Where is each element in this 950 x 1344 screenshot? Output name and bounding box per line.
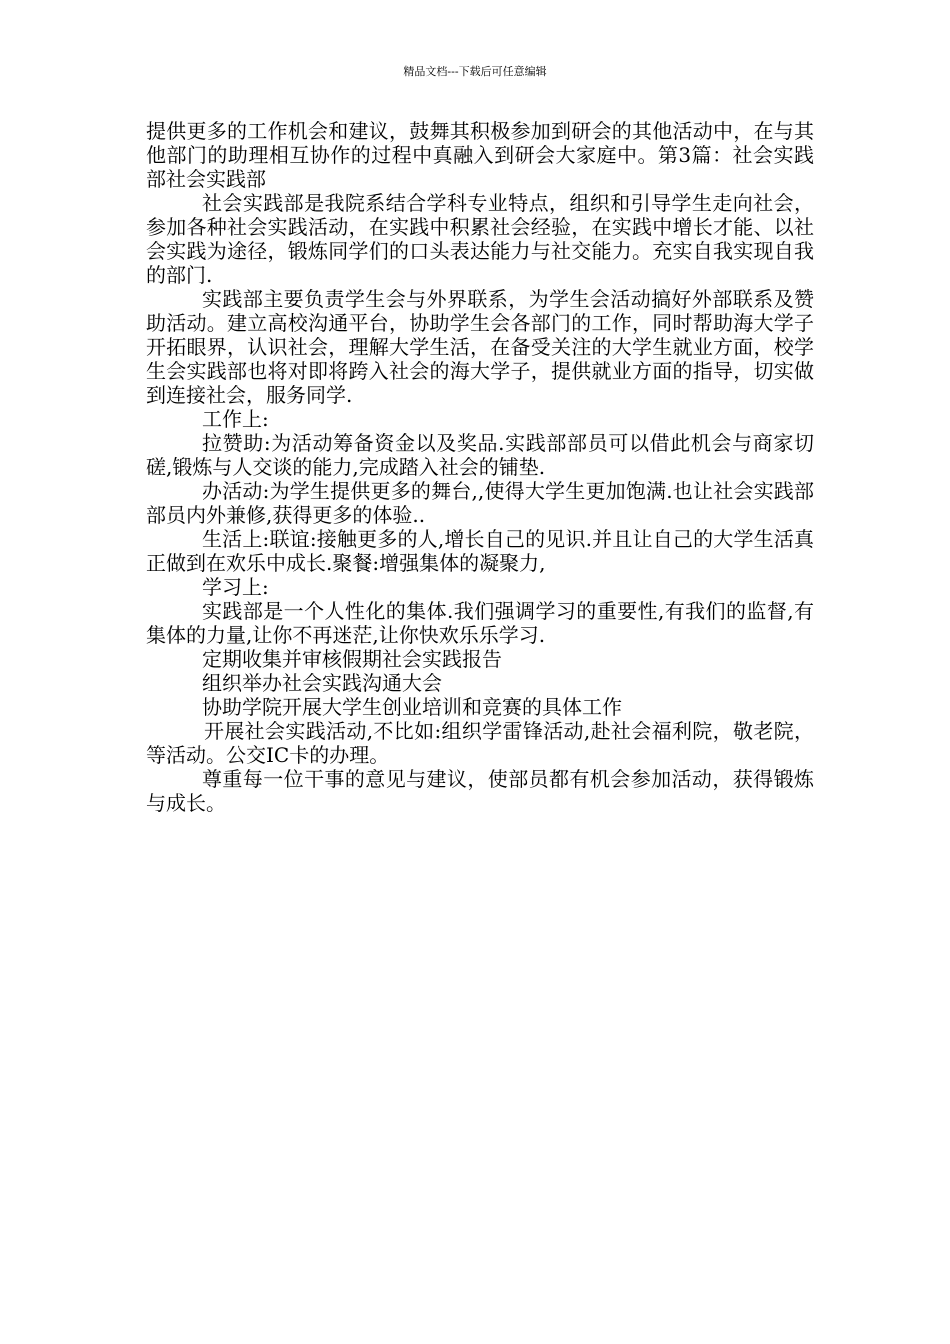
paragraph-responsibilities: 实践部主要负责学生会与外界联系，为学生会活动搞好外部联系及赞助活动。建立高校沟通平台，协助学生会各部门的工作，同时帮助海大学子开拓眼界，认识社会，理解大学生活，在备受关注的大学生就业方面，校学生会实践部也将对即将跨入社会的海大学子，提供就业方面的指导，切实做到连接社会，服务同学. — [146, 287, 814, 407]
paragraph-study: 实践部是一个人性化的集体.我们强调学习的重要性,有我们的监督,有集体的力量,让你不再迷茫,让你快欢乐乐学习. — [146, 599, 814, 647]
paragraph-practice-activities: 开展社会实践活动,不比如:组织学雷锋活动,赴社会福利院，敬老院，等活动。公交IC卡的办理。 — [146, 719, 814, 767]
section-heading-work: 工作上: — [202, 407, 269, 431]
document-body — [146, 119, 814, 815]
paragraph-intro: 社会实践部是我院系结合学科专业特点，组织和引导学生走向社会，参加各种社会实践活动，在实践中积累社会经验，在实践中增长才能、以社会实践为途径，锻炼同学们的口头表达能力与社交能力。充实自我实现自我的部门. — [146, 191, 814, 287]
list-item-conference: 组织举办社会实践沟通大会 — [202, 671, 442, 695]
paragraph-respect: 尊重每一位干事的意见与建议，使部员都有机会参加活动，获得锻炼与成长。 — [146, 767, 814, 815]
section-heading-study: 学习上: — [202, 575, 269, 599]
paragraph-continuation: 提供更多的工作机会和建议，鼓舞其积极参加到研会的其他活动中，在与其他部门的助理相互协作的过程中真融入到研会大家庭中。第3篇：社会实践部社会实践部 — [146, 119, 814, 191]
paragraph-sponsorship: 拉赞助:为活动筹备资金以及奖品.实践部部员可以借此机会与商家切磋,锻炼与人交谈的能力,完成踏入社会的铺垫. — [146, 431, 814, 479]
list-item-training: 协助学院开展大学生创业培训和竞赛的具体工作 — [202, 695, 622, 719]
page-header: 精品文档---下载后可任意编辑 — [403, 65, 547, 78]
paragraph-life: 生活上:联谊:接触更多的人,增长自己的见识.并且让自己的大学生活真正做到在欢乐中成长.聚餐:增强集体的凝聚力, — [146, 527, 814, 575]
paragraph-activities: 办活动:为学生提供更多的舞台,,使得大学生更加饱满.也让社会实践部部员内外兼修,获得更多的体验.. — [146, 479, 814, 527]
list-item-reports: 定期收集并审核假期社会实践报告 — [202, 647, 502, 671]
